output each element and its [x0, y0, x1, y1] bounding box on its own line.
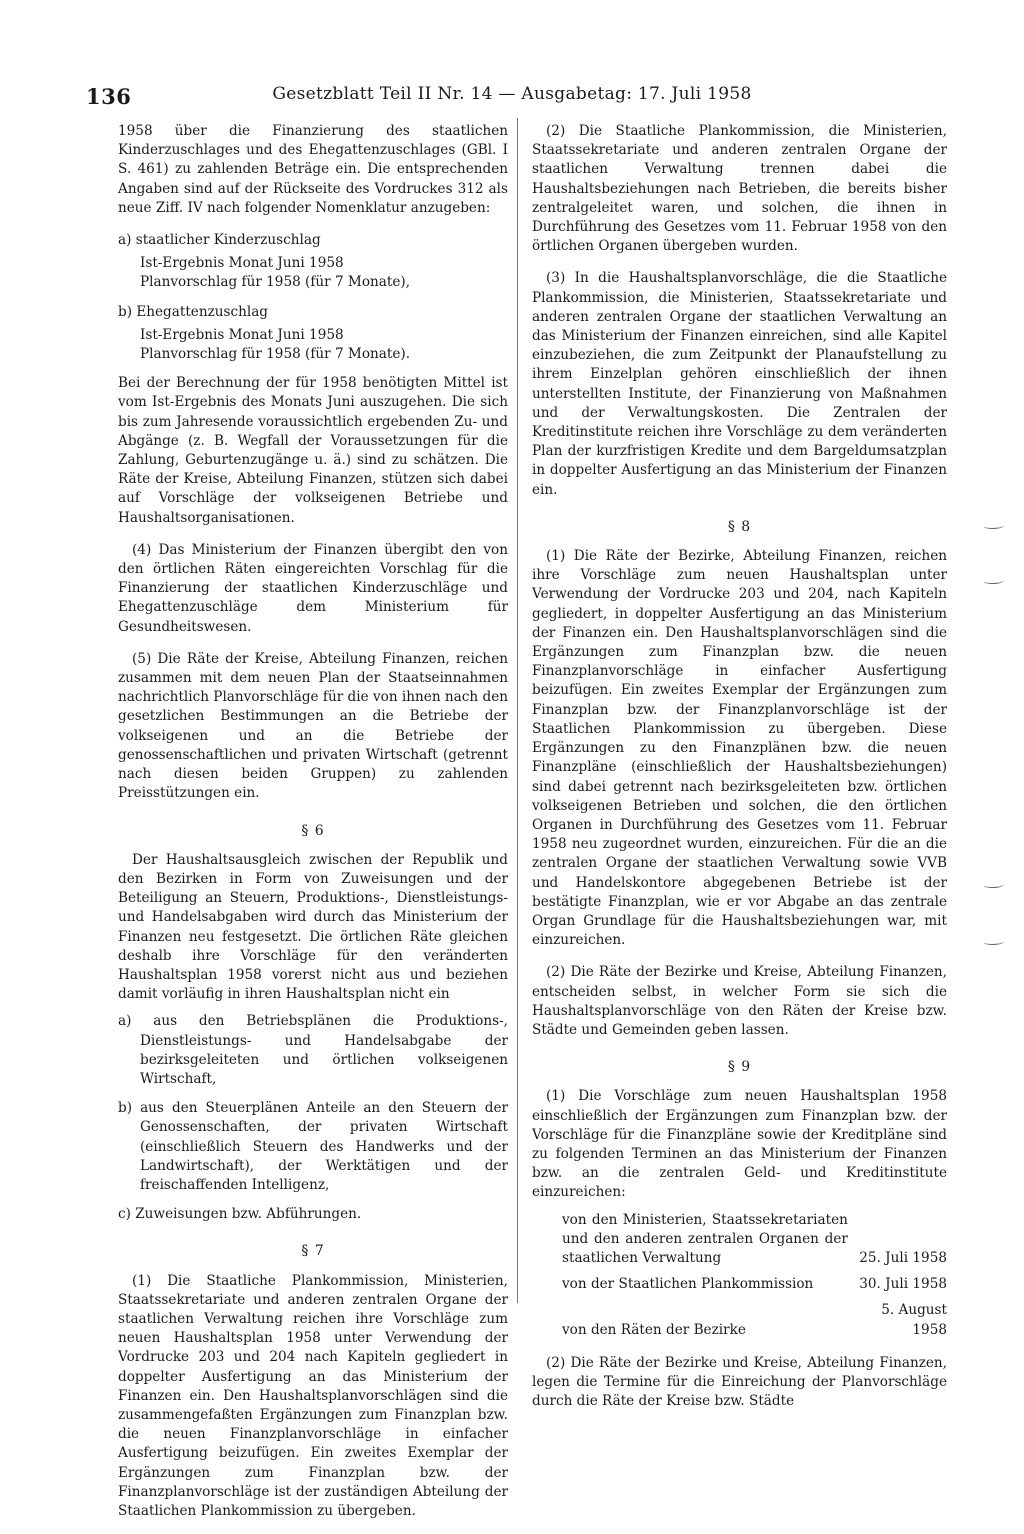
- deadline-row: [562, 1301, 947, 1339]
- left-column: [118, 122, 508, 1534]
- deadline-date: 5. August 1958: [881, 1302, 947, 1338]
- section-9-heading: § 9: [727, 1059, 752, 1076]
- margin-mark: [984, 882, 1004, 888]
- section-6-item-b: b) aus den Steuerplänen Anteile an den Steuern der Genossenschaften, der privaten Wirtschaft (einschließlich Steuern des Handwerks und der Landwirtschaft), der Werktätigen und der freischaffenden Intelligenz,: [118, 1100, 508, 1193]
- paragraph-4: (4) Das Ministerium der Finanzen übergibt den von den örtlichen Räten eingereichten Vorschlag für die Finanzierung der staatlichen Kinderzuschläge und Ehegattenzuschläge dem Ministerium für Gesundheitswesen.: [118, 541, 508, 635]
- margin-mark: [984, 939, 1004, 945]
- detail-line: Planvorschlag für 1958 (für 7 Monate).: [140, 346, 411, 363]
- section-9-paragraph-2: (2) Die Räte der Bezirke und Kreise, Abteilung Finanzen, legen die Termine für die Einreichung der Planvorschläge durch die Räte der Kreise bzw. Städte: [532, 1354, 947, 1410]
- page-number: 136: [86, 84, 132, 109]
- section-7-paragraph-3: (3) In die Haushaltsplanvorschläge, die die Staatliche Plankommission, die Ministerien, Staatssekretariate und anderen zentralen Organe der staatlichen Verwaltung an das Ministerium der Finanzen einreichen, sind alle Kapitel einzubeziehen, die zum Zeitpunkt der Planaufstellung zu ihrem Einzelplan gehören einschließlich der ihnen unterstellten Institute, der Finanzierung von Maßnahmen und der Verwaltungskosten. Die Zentralen der Kreditinstitute reichen ihre Vorschläge zu dem veränderten Plan der kurzfristigen Kredite und dem Bargeldumsatzplan in doppelter Ausfertigung an das Ministerium der Finanzen ein.: [532, 270, 947, 498]
- deadline-date: 25. Juli 1958: [859, 1249, 947, 1266]
- section-6-item-a: a) aus den Betriebsplänen die Produktions-, Dienstleistungs- und Handelsabgabe der bezirksgeleiteten und örtlichen volkseigenen Wirtschaft,: [118, 1013, 508, 1087]
- list-item-b-details: [140, 326, 508, 364]
- right-column: [532, 122, 947, 1424]
- section-8-heading: § 8: [727, 518, 752, 535]
- list-item-b: b) Ehegattenzuschlag: [118, 303, 268, 320]
- column-divider: [517, 118, 518, 1303]
- deadline-list: [562, 1211, 947, 1340]
- section-7-heading: § 7: [301, 1243, 325, 1260]
- section-6-text: Der Haushaltsausgleich zwischen der Republik und den Bezirken in Form von Zuweisungen und der Beteiligung an Steuern, Produktions-, Dienstleistungs- und Handelsabgaben wird durch das Ministerium der Finanzen neu festgesetzt. Die örtlichen Räte gleichen deshalb ihre Vorschläge für den veränderten Haushaltsplan 1958 vorerst nicht aus und beziehen damit vorläufig in ihren Haushaltsplan nicht ein: [118, 851, 508, 1003]
- detail-line: Planvorschlag für 1958 (für 7 Monate),: [140, 274, 411, 291]
- intro-paragraph: 1958 über die Finanzierung des staatlichen Kinderzuschlages und des Ehegattenzuschlages (GBl. I S. 461) zu zahlenden Beträge ein. Die entsprechenden Angaben sind auf der Rückseite des Vordruckes 312 als neue Ziff. IV nach folgender Nomenklatur anzugeben:: [118, 123, 508, 216]
- detail-line: Ist-Ergebnis Monat Juni 1958: [140, 326, 344, 343]
- section-7-paragraph-2: (2) Die Staatliche Plankommission, die Ministerien, Staatssekretariate und anderen zentralen Organe der staatlichen Verwaltung trennen dabei die Haushaltsbeziehungen nach Betrieben, die bereits bisher zentralgeleitet waren, und solchen, die ihnen in Durchführung des Gesetzes vom 11. Februar 1958 von den örtlichen Organen übergeben wurden.: [532, 123, 947, 255]
- deadline-row: [562, 1211, 947, 1269]
- list-item-a: a) staatlicher Kinderzuschlag: [118, 232, 321, 249]
- deadline-organ: von der Staatlichen Plankommission: [562, 1276, 814, 1293]
- running-header: Gesetzblatt Teil II Nr. 14 — Ausgabetag: 17. Juli 1958: [272, 84, 752, 104]
- margin-mark: [984, 523, 1004, 529]
- paragraph-5: (5) Die Räte der Kreise, Abteilung Finanzen, reichen zusammen mit dem neuen Plan der Staatseinnahmen nachrichtlich Planvorschläge für die von ihnen nach den gesetzlichen Bestimmungen an die Betriebe der volkseigenen und an die Betriebe der genossenschaftlichen und privaten Wirtschaft (getrennt nach diesen beiden Gruppen) zu zahlenden Preisstützungen ein.: [118, 650, 508, 802]
- margin-mark: [984, 578, 1004, 584]
- section-6-heading: § 6: [301, 822, 325, 839]
- deadline-row: [562, 1275, 947, 1294]
- deadline-date: 30. Juli 1958: [859, 1276, 947, 1293]
- detail-line: Ist-Ergebnis Monat Juni 1958: [140, 255, 344, 272]
- section-8-paragraph-2: (2) Die Räte der Bezirke und Kreise, Abteilung Finanzen, entscheiden selbst, in welcher Form sie sich die Haushaltsplanvorschläge von den Räten der Kreise bzw. Städte und Gemeinden geben lassen.: [532, 964, 947, 1038]
- deadline-organ: von den Ministerien, Staatssekretariaten und den anderen zentralen Organen der staatlichen Verwaltung: [562, 1211, 848, 1266]
- deadline-organ: von den Räten der Bezirke: [562, 1321, 746, 1338]
- section-8-paragraph-1: (1) Die Räte der Bezirke, Abteilung Finanzen, reichen ihre Vorschläge zum neuen Haushaltsplan unter Verwendung der Vordrucke 203 und 204, nach Kapiteln gegliedert, in doppelter Ausfertigung an das Ministerium der Finanzen ein. Den Haushaltsplanvorschlägen sind die Ergänzungen zum Finanzplan bzw. die neuen Finanzplanvorschläge in einfacher Ausfertigung beizufügen. Ein zweites Exemplar der Ergänzungen zum Finanzplan bzw. der Finanzplanvorschläge ist der Staatlichen Plankommission zu übergeben. Diese Ergänzungen zu den Finanzplänen bzw. die neuen Finanzpläne (einschließlich der Haushaltsbeziehungen) sind dabei getrennt nach bezirksgeleiteten bzw. örtlichen volkseigenen Betrieben und solchen, die den örtlichen Organen in Durchführung des Gesetzes vom 11. Februar 1958 neu zugeordnet wurden, einzureichen. Für die an die zentralen Organe der staatlichen Verwaltung sowie VVB und Handelskontore abgegebenen Betriebe ist der bestätigte Finanzplan, wie er vor Abgabe an das zentrale Organ Grundlage für die Haushaltsbeziehungen war, mit einzureichen.: [532, 548, 947, 949]
- list-item-a-details: [140, 254, 508, 292]
- section-7-paragraph-1: (1) Die Staatliche Plankommission, Ministerien, Staatssekretariate und anderen zentralen Organe der staatlichen Verwaltung reichen ihre Vorschläge zum neuen Haushaltsplan 1958 unter Verwendung der Vordrucke 203 und 204 nach Kapiteln gegliedert in doppelter Ausfertigung an das Ministerium der Finanzen ein. Den Haushaltsplanvorschlägen sind die zusammengefaßten Ergänzungen zum Finanzplan bzw. die neuen Finanzplanvorschläge in einfacher Ausfertigung beizufügen. Ein zweites Exemplar der Ergänzungen zum Finanzplan bzw. der Finanzplanvorschläge ist der zuständigen Abteilung der Staatlichen Plankommission zu übergeben.: [118, 1272, 508, 1519]
- section-6-item-c: c) Zuweisungen bzw. Abführungen.: [118, 1206, 362, 1223]
- section-9-paragraph-1: (1) Die Vorschläge zum neuen Haushaltsplan 1958 einschließlich der Ergänzungen zum Finanzplan bzw. der Vorschläge für die Finanzpläne sowie der Kreditpläne sind zu folgenden Terminen an das Ministerium der Finanzen bzw. an die zentralen Geld- und Kreditinstitute einzureichen:: [532, 1088, 947, 1201]
- paragraph-berechnung: Bei der Berechnung der für 1958 benötigten Mittel ist vom Ist-Ergebnis des Monats Juni auszugehen. Die sich bis zum Jahresende voraussichtlich ergebenden Zu- und Abgänge (z. B. Wegfall der Voraussetzungen für die Zahlung, Geburtenzugänge u. ä.) sind zu schätzen. Die Räte der Kreise, Abteilung Finanzen, stützen sich dabei auf Vorschläge der volkseigenen Betriebe und Haushaltsorganisationen.: [118, 375, 508, 526]
